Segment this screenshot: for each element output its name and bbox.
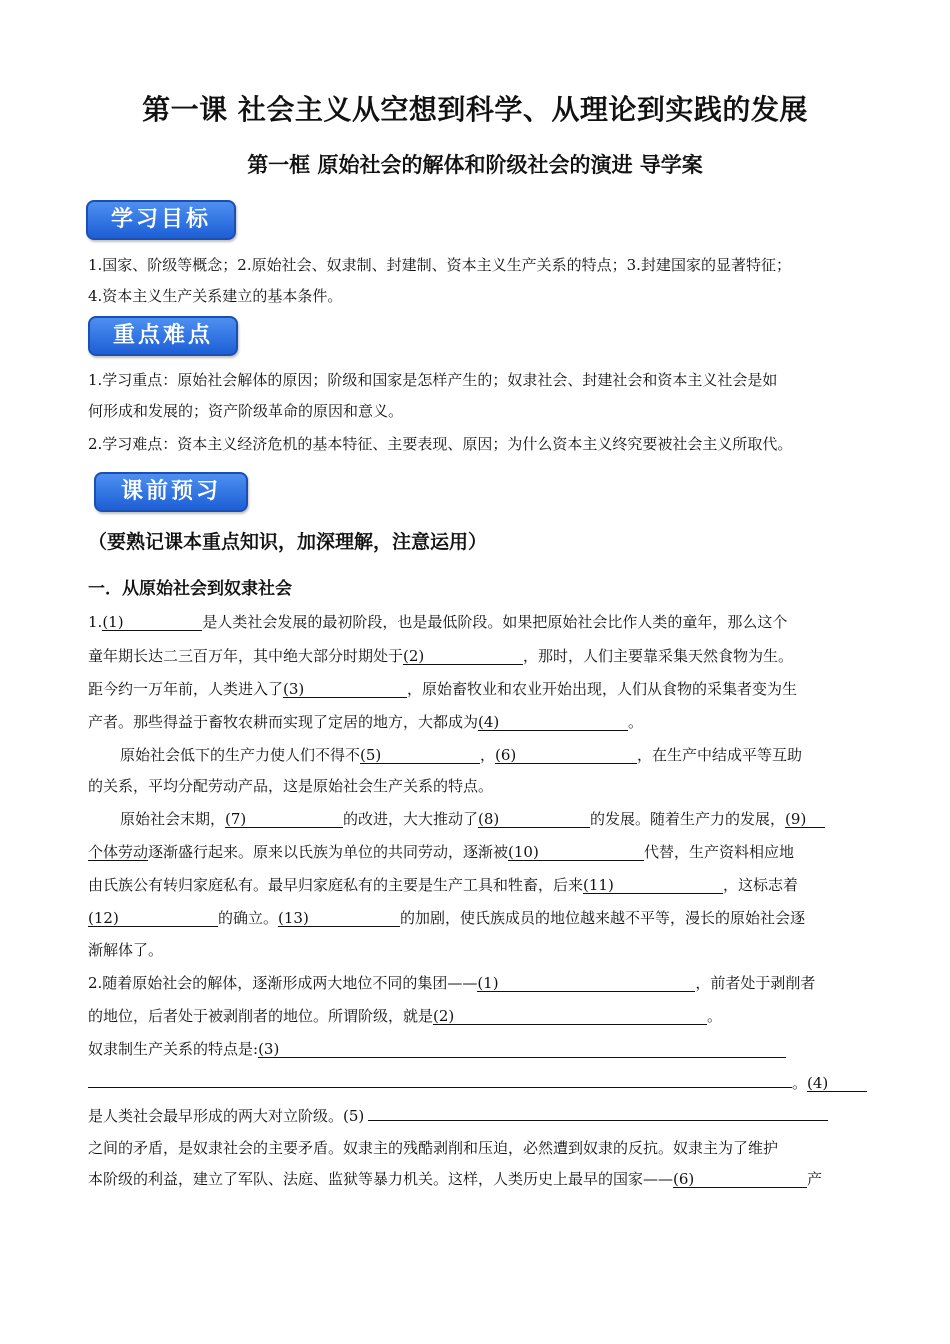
blank-2-2: (2)	[433, 1008, 707, 1025]
learning-goals-badge: 学习目标	[86, 200, 236, 240]
blank-1-6: (6)	[495, 747, 637, 764]
keypoints-line-2: 何形成和发展的；资产阶级革命的原因和意义。	[88, 402, 404, 420]
p4-line-5: 是人类社会最早形成的两大对立阶级。(5)	[88, 1104, 828, 1126]
p4-line-4: 。(4)	[88, 1071, 867, 1093]
blank-1-7: (7)	[225, 811, 343, 828]
p3-line-3: 由氏族公有转归家庭私有。最早归家庭私有的主要是生产工具和牲畜，后来(11) ，这标志着	[88, 876, 799, 894]
p4-line-3: 奴隶制生产关系的特点是:(3)	[88, 1038, 786, 1059]
p1-line-4: 产者。那些得益于畜牧农耕而实现了定居的地方，大都成为(4) 。	[88, 713, 644, 731]
p4-line-6: 之间的矛盾，是奴隶社会的主要矛盾。奴隶主的残酷剥削和压迫，必然遭到奴隶的反抗。奴隶主为了维护	[88, 1139, 779, 1157]
blank-1-3: (3)	[283, 681, 407, 698]
blank-2-3-continued	[88, 1071, 792, 1088]
p3-line-5: 渐解体了。	[88, 941, 164, 959]
keypoints-line-3: 2.学习难点：资本主义经济危机的基本特征、主要表现、原因；为什么资本主义终究要被社会主义所取代。	[88, 435, 793, 453]
page-title: 第一课 社会主义从空想到科学、从理论到实践的发展	[142, 93, 808, 126]
blank-1-1: (1)	[102, 614, 202, 631]
p3-line-2: 个体劳动逐渐盛行起来。原来以氏族为单位的共同劳动，逐渐被(10) 代替，生产资料相应地	[88, 843, 795, 861]
preview-note: （要熟记课本重点知识，加深理解，注意运用）	[88, 531, 488, 553]
p1-line-3: 距今约一万年前，人类进入了(3) ，原始畜牧业和农业开始出现，人们从食物的采集者变为生	[88, 680, 798, 698]
p3-line-4: (12) 的确立。(13) 的加剧，使氏族成员的地位越来越不平等，漫长的原始社会逐	[88, 909, 806, 927]
p4-line-7: 本阶级的利益，建立了军队、法庭、监狱等暴力机关。这样，人类历史上最早的国家——(6) 产	[88, 1170, 823, 1188]
p1-line-2: 童年期长达二三百万年，其中绝大部分时期处于(2) ，那时，人们主要靠采集天然食物为生。	[88, 647, 794, 665]
blank-1-13: (13)	[278, 910, 400, 927]
blank-1-8: (8)	[478, 811, 590, 828]
blank-1-4: (4)	[478, 714, 628, 731]
p1-line-1: 1.(1) 是人类社会发展的最初阶段，也是最低阶段。如果把原始社会比作人类的童年，那么这个	[88, 613, 788, 631]
blank-2-3: (3)	[258, 1041, 786, 1058]
page-subtitle: 第一框 原始社会的解体和阶级社会的演进 导学案	[247, 153, 703, 177]
goals-line-2: 4.资本主义生产关系建立的基本条件。	[88, 287, 343, 305]
blank-2-4: (4)	[807, 1075, 867, 1092]
p4-line-2: 的地位，后者处于被剥削者的地位。所谓阶级，就是(2) 。	[88, 1007, 723, 1025]
preview-badge: 课前预习	[94, 472, 248, 512]
p2-line-2: 的关系，平均分配劳动产品，这是原始社会生产关系的特点。	[88, 777, 494, 795]
blank-1-5: (5)	[360, 747, 480, 764]
blank-1-10: (10)	[508, 844, 644, 861]
section-heading-1: 一．从原始社会到奴隶社会	[88, 579, 292, 599]
p4-line-1: 2.随着原始社会的解体，逐渐形成两大地位不同的集团——(1) ，前者处于剥削者	[88, 974, 816, 992]
blank-1-2: (2)	[403, 648, 523, 665]
key-points-badge: 重点难点	[88, 316, 238, 356]
blank-1-9: (9)	[785, 811, 825, 828]
goals-line-1: 1.国家、阶级等概念；2.原始社会、奴隶制、封建制、资本主义生产关系的特点；3.封建国家的显著特征；	[88, 256, 791, 274]
keypoints-line-1: 1.学习重点：原始社会解体的原因；阶级和国家是怎样产生的；奴隶社会、封建社会和资本主义社会是如	[88, 371, 778, 389]
blank-1-12: (12)	[88, 910, 218, 927]
blank-1-11: (11)	[583, 877, 723, 894]
blank-2-5	[368, 1104, 828, 1121]
blank-2-6: (6)	[673, 1171, 807, 1188]
blank-1-9-answer: 个体劳动	[88, 843, 149, 861]
p3-line-1: 原始社会末期，(7) 的改进，大大推动了(8) 的发展。随着生产力的发展，(9)	[120, 808, 825, 829]
blank-2-1: (1)	[477, 975, 695, 992]
p2-line-1: 原始社会低下的生产力使人们不得不(5) ，(6) ，在生产中结成平等互助	[120, 746, 803, 764]
